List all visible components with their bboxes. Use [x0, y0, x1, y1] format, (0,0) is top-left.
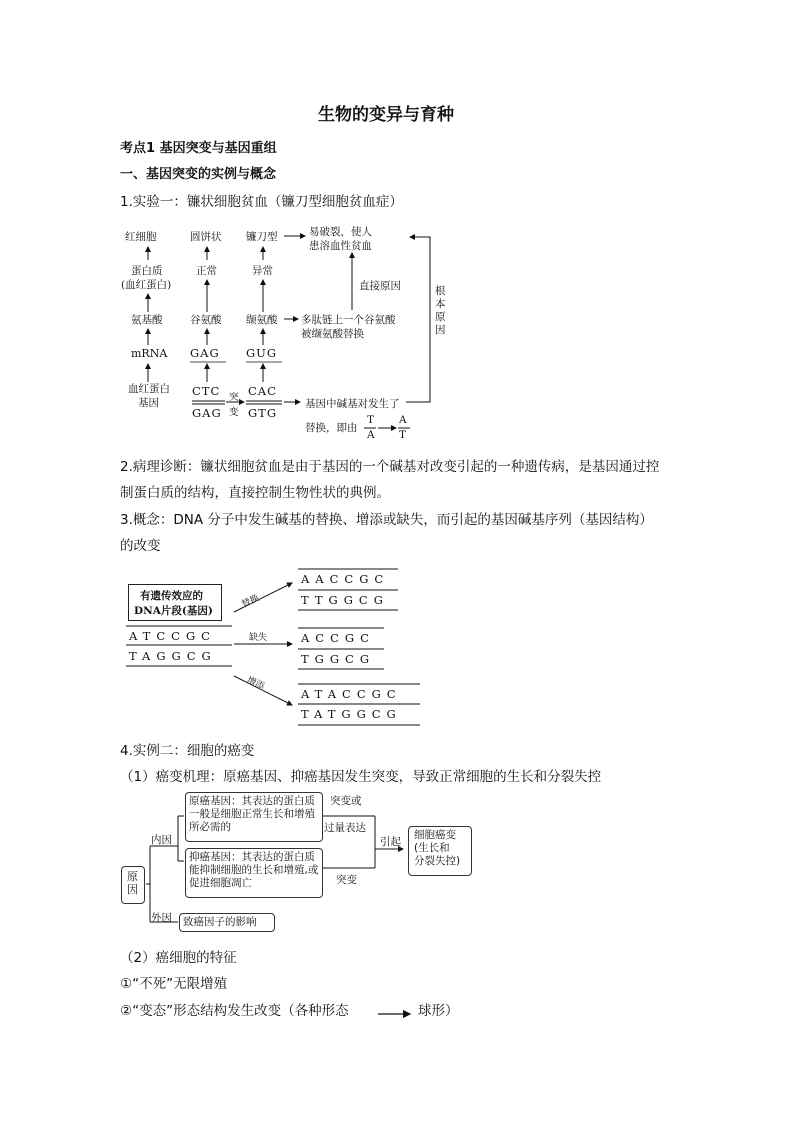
row2-abnormal: 异常 — [252, 265, 273, 277]
row1-cell: 红细胞 — [125, 231, 157, 243]
pathology-line-a: 2.病理诊断：镰状细胞贫血是由于基因的一个碱基对改变引起的一种遗传病，是基因通过控 — [120, 459, 660, 475]
polypeptide-line-a: 多肽链上一个谷氨酸 — [301, 314, 396, 326]
characteristic-immortal: ①“不死”无限增殖 — [120, 976, 228, 992]
row2-hemoglobin: (血红蛋白) — [121, 279, 172, 291]
mutation-label-a: 突 — [229, 392, 239, 403]
kaodian-heading: 考点1 基因突变与基因重组 — [120, 141, 277, 156]
cause-line-a: 原 — [127, 870, 138, 883]
gene-box-line-a: 有遗传效应的 — [140, 590, 203, 602]
direct-cause-label: 直接原因 — [359, 280, 401, 292]
cause-arrow-label: 引起 — [380, 836, 401, 848]
result-line-b: 患溶血性贫血 — [309, 240, 372, 252]
result-line-a: 易破裂，使人 — [309, 226, 372, 238]
cause-line-b: 因 — [127, 883, 138, 896]
result-line-3: 分裂失控) — [414, 855, 461, 867]
del-bottom-strand: TGGCG — [301, 652, 376, 666]
add-bottom-strand: TATGGCG — [301, 707, 402, 721]
page-title: 生物的变异与育种 — [318, 105, 454, 125]
overexpression-label: 过量表达 — [324, 822, 366, 834]
row4-gag: GAG — [190, 346, 220, 360]
row4-mrna: mRNA — [131, 347, 168, 360]
base-change-line-b: 替换，即由 — [305, 422, 358, 434]
row4-gug: GUG — [246, 346, 278, 360]
result-line-2: (生长和 — [414, 842, 450, 854]
base-change-line-a: 基因中碱基对发生了 — [305, 398, 400, 410]
dna-normal-bottom: GAG — [192, 406, 222, 420]
row2-normal: 正常 — [196, 265, 217, 277]
pair-to-top: A — [399, 414, 407, 426]
pair-from-bottom: A — [367, 429, 375, 441]
example-two-line: 4.实例二：细胞的癌变 — [120, 743, 255, 759]
proto-oncogene-box: 原癌基因：其表达的蛋白质一般是细胞正常生长和增殖所必需的 — [185, 792, 323, 842]
row5-hb-gene: 血红蛋白 — [128, 383, 170, 395]
dna-normal-top: CTC — [192, 384, 221, 398]
inner-cause-label: 内因 — [151, 834, 172, 846]
outer-cause-label: 外因 — [151, 912, 172, 924]
root-cause-label: 根本原因 — [435, 285, 446, 336]
section-heading: 一、基因突变的实例与概念 — [120, 167, 277, 182]
mechanism-line: （1）癌变机理：原癌基因、抑癌基因发生突变，导致正常细胞的生长和分裂失控 — [120, 769, 602, 785]
row1-sickle-shape: 镰刀型 — [246, 231, 278, 243]
del-top-strand: ACCGC — [301, 631, 375, 645]
result-line-1: 细胞癌变 — [414, 829, 456, 841]
pathology-line-b: 制蛋白质的结构，直接控制生物性状的典例。 — [120, 485, 390, 501]
add-top-strand: ATACCGC — [301, 687, 402, 701]
substitution-label: 替换 — [240, 593, 261, 611]
concept-line-a: 3.概念：DNA 分子中发生碱基的替换、增添或缺失，而引起的基因碱基序列（基因结构） — [120, 512, 653, 528]
orig-bottom-strand: TAGGCG — [129, 649, 217, 663]
characteristics-heading: （2）癌细胞的特征 — [120, 950, 237, 966]
pair-to-bottom: T — [399, 429, 407, 441]
row3-valine: 缬氨酸 — [246, 314, 278, 326]
row5-gene: 基因 — [138, 397, 159, 409]
carcinogen-box: 致癌因子的影响 — [179, 913, 275, 932]
tumor-suppressor-box: 抑癌基因：其表达的蛋白质能抑制细胞的生长和增殖,或促进细胞凋亡 — [185, 848, 323, 898]
mutation-label: 突变 — [336, 874, 357, 886]
gene-box-line-b: DNA片段(基因) — [134, 605, 213, 617]
mutation-label-b: 变 — [229, 407, 239, 418]
pair-from-top: T — [367, 414, 375, 426]
orig-top-strand: ATCCGC — [129, 629, 216, 643]
dna-mutant-bottom: GTG — [248, 406, 278, 420]
row3-glutamate: 谷氨酸 — [190, 314, 222, 326]
characteristic-shape-b: 球形） — [418, 1003, 459, 1019]
experiment-one-line: 1.实验一：镰状细胞贫血（镰刀型细胞贫血症） — [120, 194, 403, 210]
deletion-label: 缺失 — [249, 633, 268, 643]
row3-amino-acid: 氨基酸 — [131, 314, 163, 326]
dna-mutant-top: CAC — [248, 384, 277, 398]
row2-protein: 蛋白质 — [131, 265, 163, 277]
concept-line-b: 的改变 — [120, 538, 161, 554]
sub-top-strand: AACCGC — [301, 572, 390, 586]
row1-normal-shape: 圆饼状 — [190, 231, 222, 243]
characteristic-shape-a: ②“变态”形态结构发生改变（各种形态 — [120, 1003, 349, 1019]
mutation-or-label: 突变或 — [330, 795, 362, 807]
sub-bottom-strand: TTGGCG — [301, 593, 389, 607]
polypeptide-line-b: 被缬氨酸替换 — [301, 328, 364, 340]
addition-label: 增添 — [245, 675, 266, 693]
